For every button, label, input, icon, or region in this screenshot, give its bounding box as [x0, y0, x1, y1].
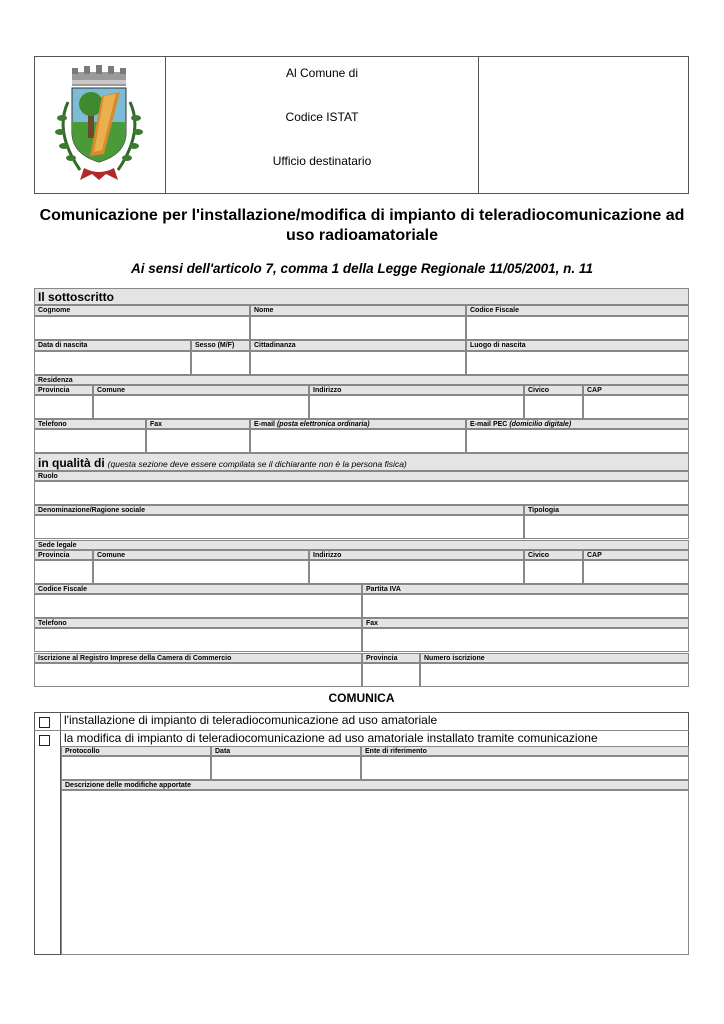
registro-imprese-field[interactable]: [34, 663, 362, 687]
section-qualita-title: in qualità di: [38, 456, 105, 470]
label-ente-telefono: Telefono: [34, 618, 362, 628]
option-modifica-label: la modifica di impianto di teleradiocomunicazione ad uso amatoriale installato tramite comunicazione: [64, 731, 598, 745]
label-comune: Comune: [93, 385, 309, 395]
ente-riferimento-field[interactable]: [361, 756, 689, 780]
luogo-nascita-field[interactable]: [466, 351, 689, 375]
sede-provincia-field[interactable]: [34, 560, 93, 584]
label-ente-riferimento: Ente di riferimento: [361, 746, 689, 756]
label-ente-codice-fiscale: Codice Fiscale: [34, 584, 362, 594]
sede-civico-field[interactable]: [524, 560, 583, 584]
denominazione-field[interactable]: [34, 515, 524, 539]
label-fax: Fax: [146, 419, 250, 429]
label-sede-comune: Comune: [93, 550, 309, 560]
label-protocollo: Protocollo: [61, 746, 211, 756]
addressee-input-area[interactable]: [479, 57, 688, 193]
label-sede-legale: Sede legale: [34, 540, 689, 550]
label-registro-provincia: Provincia: [362, 653, 420, 663]
data-field[interactable]: [211, 756, 361, 780]
label-sede-indirizzo: Indirizzo: [309, 550, 524, 560]
label-civico: Civico: [524, 385, 583, 395]
pec-field[interactable]: [466, 429, 689, 453]
label-sede-civico: Civico: [524, 550, 583, 560]
label-cognome: Cognome: [34, 305, 250, 316]
sesso-field[interactable]: [191, 351, 250, 375]
section-sottoscritto-title: Il sottoscritto: [38, 290, 115, 304]
provincia-field[interactable]: [34, 395, 93, 419]
telefono-field[interactable]: [34, 429, 146, 453]
label-codice-fiscale: Codice Fiscale: [466, 305, 689, 316]
label-ente-fax: Fax: [362, 618, 689, 628]
civico-field[interactable]: [524, 395, 583, 419]
section-qualita-note: (questa sezione deve essere compilata se il dichiarante non è la persona fisica): [107, 459, 407, 469]
label-registro-imprese: Iscrizione al Registro Imprese della Camera di Commercio: [34, 653, 362, 663]
label-tipologia: Tipologia: [524, 505, 689, 515]
nome-field[interactable]: [250, 316, 466, 340]
label-provincia: Provincia: [34, 385, 93, 395]
comunica-heading: COMUNICA: [328, 691, 395, 705]
ente-fax-field[interactable]: [362, 628, 689, 652]
addressee-codice-istat: Codice ISTAT: [285, 110, 359, 124]
page-title: Comunicazione per l'installazione/modifica di impianto di teleradiocomunicazione ad uso radioamatoriale: [39, 207, 685, 244]
indirizzo-field[interactable]: [309, 395, 524, 419]
label-email-text: E-mail: [254, 421, 276, 428]
addressee-comune: Al Comune di: [285, 66, 359, 80]
ente-telefono-field[interactable]: [34, 628, 362, 652]
label-cap: CAP: [583, 385, 689, 395]
sede-comune-field[interactable]: [93, 560, 309, 584]
comune-field[interactable]: [93, 395, 309, 419]
option-installazione-checkbox[interactable]: [39, 717, 50, 728]
ruolo-field[interactable]: [34, 481, 689, 505]
label-pec-note: (domicilio digitale): [509, 421, 572, 428]
option-modifica-checkbox[interactable]: [39, 735, 50, 746]
numero-iscrizione-field[interactable]: [420, 663, 689, 687]
addressee-ufficio: Ufficio destinatario: [272, 154, 372, 168]
label-sesso: Sesso (M/F): [191, 340, 250, 351]
partita-iva-field[interactable]: [362, 594, 689, 618]
tipologia-field[interactable]: [524, 515, 689, 539]
label-residenza: Residenza: [34, 375, 689, 385]
codice-fiscale-field[interactable]: [466, 316, 689, 340]
label-partita-iva: Partita IVA: [362, 584, 689, 594]
label-data: Data: [211, 746, 361, 756]
section-sottoscritto: [34, 288, 689, 305]
registro-provincia-field[interactable]: [362, 663, 420, 687]
cittadinanza-field[interactable]: [250, 351, 466, 375]
label-luogo-nascita: Luogo di nascita: [466, 340, 689, 351]
label-pec-text: E-mail PEC: [470, 421, 508, 428]
comunica-checkbox-divider: [34, 730, 61, 731]
label-telefono: Telefono: [34, 419, 146, 429]
label-denominazione: Denominazione/Ragione sociale: [34, 505, 524, 515]
page-subtitle: Ai sensi dell'articolo 7, comma 1 della Legge Regionale 11/05/2001, n. 11: [131, 261, 593, 276]
fax-field[interactable]: [146, 429, 250, 453]
sede-indirizzo-field[interactable]: [309, 560, 524, 584]
label-descrizione-modifiche: Descrizione delle modifiche apportate: [61, 780, 689, 790]
label-email-note: (posta elettronica ordinaria): [276, 421, 370, 428]
label-cittadinanza: Cittadinanza: [250, 340, 466, 351]
label-sede-cap: CAP: [583, 550, 689, 560]
descrizione-modifiche-field[interactable]: [61, 790, 689, 955]
label-indirizzo: Indirizzo: [309, 385, 524, 395]
label-email: [250, 419, 466, 429]
coat-of-arms-logo: [44, 62, 154, 188]
cognome-field[interactable]: [34, 316, 250, 340]
option-installazione-label: l'installazione di impianto di teleradiocomunicazione ad uso amatoriale: [64, 713, 438, 727]
section-qualita: [34, 453, 689, 471]
label-ruolo: Ruolo: [34, 471, 689, 481]
data-nascita-field[interactable]: [34, 351, 191, 375]
ente-codice-fiscale-field[interactable]: [34, 594, 362, 618]
sede-cap-field[interactable]: [583, 560, 689, 584]
email-field[interactable]: [250, 429, 466, 453]
label-data-nascita: Data di nascita: [34, 340, 191, 351]
cap-field[interactable]: [583, 395, 689, 419]
label-numero-iscrizione: Numero iscrizione: [420, 653, 689, 663]
label-nome: Nome: [250, 305, 466, 316]
protocollo-field[interactable]: [61, 756, 211, 780]
label-sede-provincia: Provincia: [34, 550, 93, 560]
label-pec: [466, 419, 689, 429]
